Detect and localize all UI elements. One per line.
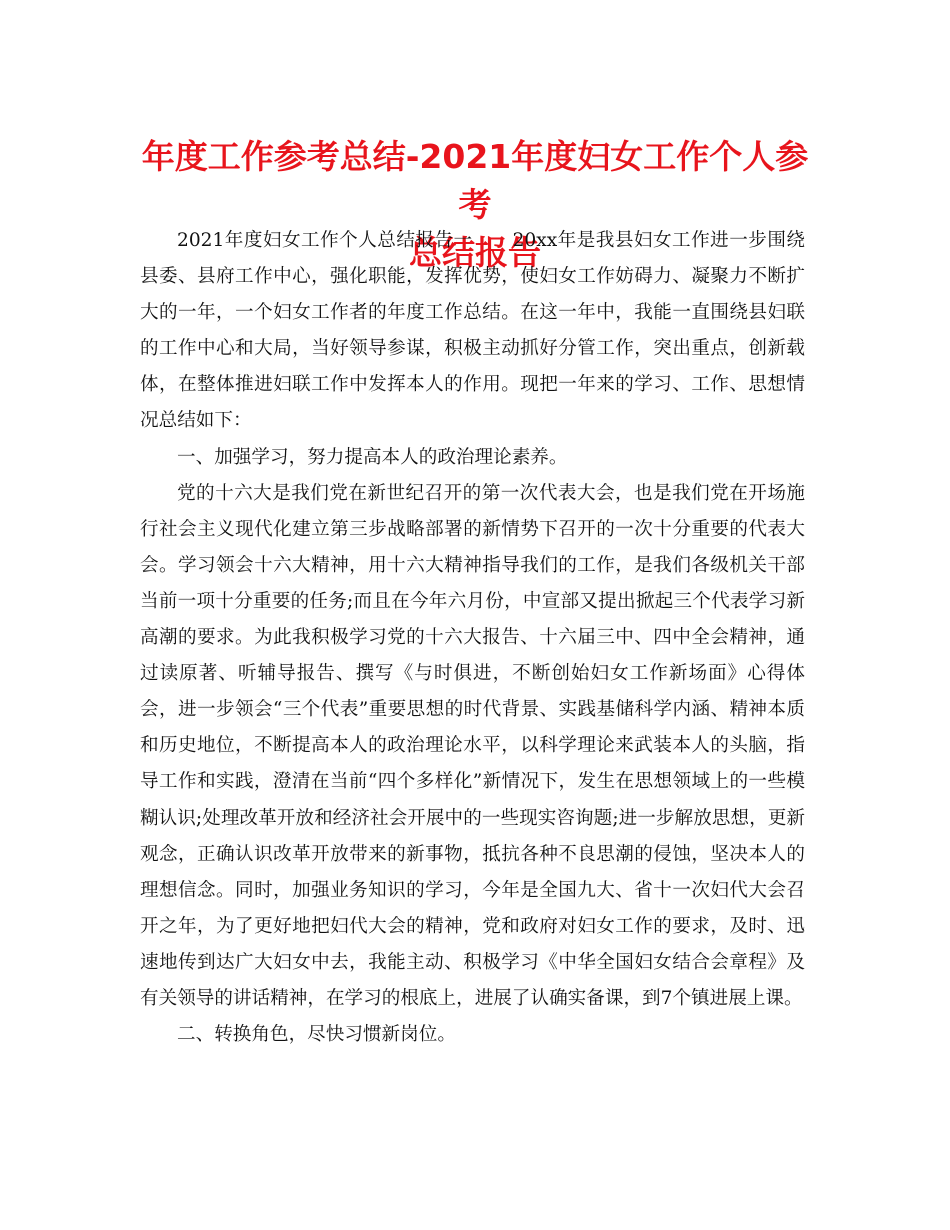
- title-line-1: 年度工作参考总结-2021年度妇女工作个人参考: [141, 137, 809, 224]
- intro-heading: 2021年度妇女工作个人总结报告一: [177, 230, 473, 251]
- section-heading-1: 一、加强学习，努力提高本人的政治理论素养。: [177, 446, 568, 468]
- title-line-2: 总结报告: [409, 233, 541, 272]
- section-heading-2: 二、转换角色，尽快习惯新岗位。: [177, 1024, 456, 1046]
- body-paragraph: 党的十六大是我们党在新世纪召开的第一次代表大会，也是我们党在开场施行社会主义现代化建立第三步战略部署的新情势下召开的一次十分重要的代表大会。学习领会十六大精神，用十六大精神指导我们的工作，是我们各级机关干部当前一项十分重要的任务;而且在今年六月份，中宣部又提出掀起三个代表学习新高潮的要求。为此我积极学习党的十六大报告、十六届三中、四中全会精神，通过读原著、听辅导报告、撰写《与时俱进，不断创始妇女工作新场面》心得体会，进一步领会“三个代表”重要思想的时代背景、实践基储科学内涵、精神本质和历史地位，不断提高本人的政治理论水平，以科学理论来武装本人的头脑，指导工作和实践，澄清在当前“四个多样化”新情况下，发生在思想领域上的一些模糊认识;处理改革开放和经济社会开展中的一些现实咨询题;进一步解放思想，更新观念，正确认识改革开放带来的新事物，抵抗各种不良思潮的侵蚀，坚决本人的理想信念。同时，加强业务知识的学习，今年是全国九大、省十一次妇代大会召开之年，为了更好地把妇代大会的精神，党和政府对妇女工作的要求，及时、迅速地传到达广大妇女中去，我能主动、积极学习《中华全国妇女结合会章程》及有关领导的讲话精神，在学习的根底上，进展了认确实备课，到7个镇进展上课。: [140, 482, 805, 1009]
- intro-paragraph: [140, 223, 805, 440]
- document-body: [140, 223, 805, 1053]
- paragraph-text: 20xx年是我县妇女工作进一步围绕县委、县府工作中心，强化职能，发挥优势，使妇女工作妨碍力、凝聚力不断扩大的一年，一个妇女工作者的年度工作总结。在这一年中，我能一直围绕县妇联的工作中心和大局，当好领导参谋，积极主动抓好分管工作，突出重点，创新载体，在整体推进妇联工作中发挥本人的作用。现把一年来的学习、工作、思想情况总结如下：: [140, 230, 805, 432]
